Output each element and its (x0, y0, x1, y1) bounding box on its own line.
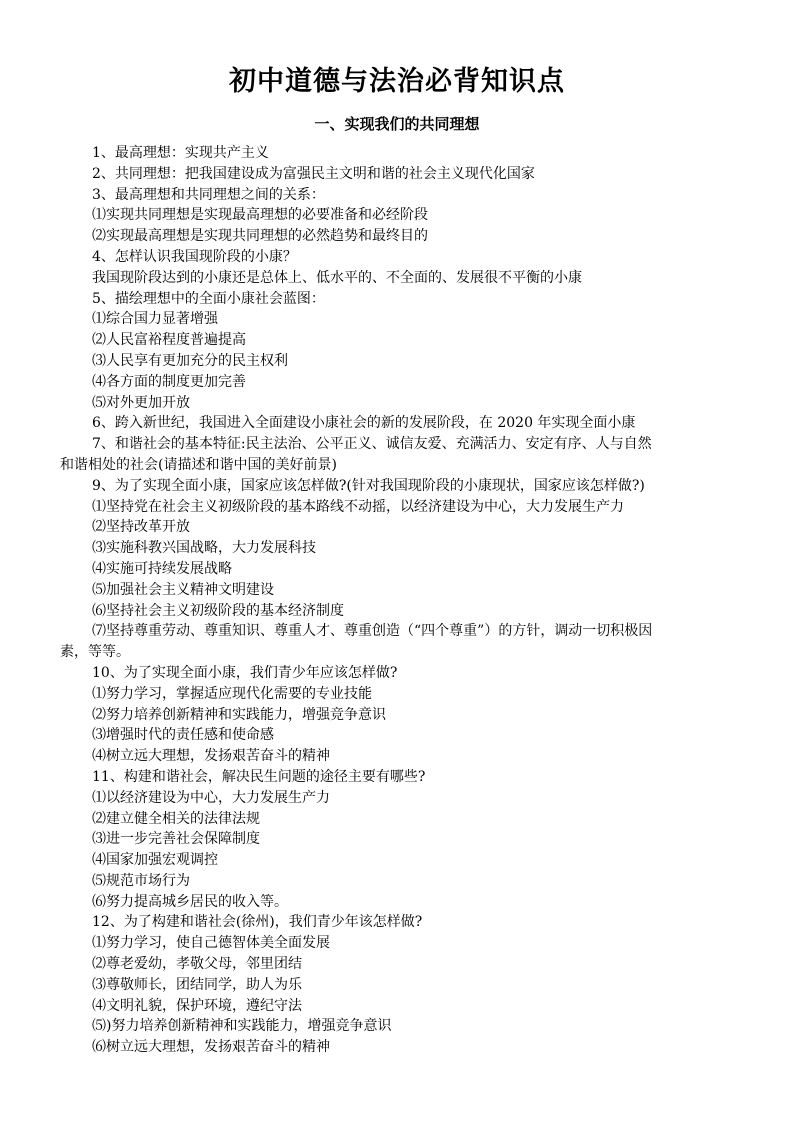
text-line: ⑴实现共同理想是实现最高理想的必要准备和必经阶段 (92, 207, 428, 224)
text-line: 10、为了实现全面小康，我们青少年应该怎样做? (92, 664, 398, 681)
text-line: ⑹树立远大理想，发扬艰苦奋斗的精神 (92, 1039, 330, 1056)
text-line: 素，等等。 (60, 644, 130, 661)
text-line: ⑵努力培养创新精神和实践能力，增强竞争意识 (92, 706, 386, 723)
text-line: 和谐相处的社会(请描述和谐中国的美好前景) (60, 456, 337, 473)
text-line: 12、为了构建和谐社会(徐州)，我们青少年该怎样做? (92, 914, 423, 931)
text-line: ⑶尊敬师长，团结同学，助人为乐 (92, 976, 302, 993)
text-line: 11、构建和谐社会，解决民生问题的途径主要有哪些? (92, 768, 426, 785)
text-line: 2、共同理想：把我国建设成为富强民主文明和谐的社会主义现代化国家 (92, 165, 535, 182)
text-line: ⑶人民享有更加充分的民主权利 (92, 352, 288, 369)
text-line: ⑴努力学习，使自己德智体美全面发展 (92, 935, 330, 952)
page-title: 初中道德与法治必背知识点 (229, 66, 565, 97)
text-line: 1、最高理想：实现共产主义 (92, 145, 269, 161)
text-line: ⑵建立健全相关的法律法规 (92, 810, 260, 827)
text-line: ⑶实施科教兴国战略，大力发展科技 (92, 540, 316, 557)
text-line: ⑹坚持社会主义初级阶段的基本经济制度 (92, 602, 344, 619)
text-line: 6、跨入新世纪，我国进入全面建设小康社会的新的发展阶段，在 2020 年实现全面小康 (92, 415, 636, 432)
text-line: ⑵坚持改革开放 (92, 519, 190, 536)
text-line: ⑴坚持党在社会主义初级阶段的基本路线不动摇，以经济建设为中心，大力发展生产力 (92, 498, 624, 515)
text-line: ⑴努力学习，掌握适应现代化需要的专业技能 (92, 685, 372, 702)
text-line: ⑴综合国力显著增强 (92, 311, 218, 328)
text-line: ⑵尊老爱幼，孝敬父母，邻里团结 (92, 956, 302, 973)
text-line: ⑷国家加强宏观调控 (92, 852, 218, 869)
text-line: ⑹努力提高城乡居民的收入等。 (92, 893, 288, 910)
text-line: ⑸加强社会主义精神文明建设 (92, 581, 274, 598)
text-line: ⑸规范市场行为 (92, 872, 190, 889)
text-line: ⑷树立远大理想，发扬艰苦奋斗的精神 (92, 748, 330, 765)
text-line: ⑷各方面的制度更加完善 (92, 373, 246, 390)
text-line: ⑸对外更加开放 (92, 394, 190, 411)
document-body (60, 143, 736, 1058)
text-line: 9、为了实现全面小康，国家应该怎样做?(针对我国现阶段的小康现状，国家应该怎样做?) (92, 477, 645, 494)
text-line: ⑴以经济建设为中心，大力发展生产力 (92, 789, 330, 806)
text-line: ⑶增强时代的责任感和使命感 (92, 727, 274, 744)
text-line: 5、描绘理想中的全面小康社会蓝图： (92, 290, 325, 307)
text-line: ⑵实现最高理想是实现共同理想的必然趋势和最终目的 (92, 228, 428, 245)
text-line: 7、和谐社会的基本特征:民主法治、公平正义、诚信友爱、充满活力、安定有序、人与自然 (92, 436, 652, 453)
text-line: ⑷文明礼貌，保护环境，遵纪守法 (92, 997, 302, 1014)
text-line: 3、最高理想和共同理想之间的关系： (92, 186, 325, 203)
section-title: 一、实现我们的共同理想 (314, 115, 480, 133)
text-line: 4、怎样认识我国现阶段的小康？ (92, 248, 297, 265)
text-line: ⑶进一步完善社会保障制度 (92, 831, 260, 848)
text-line: ⑷实施可持续发展战略 (92, 560, 232, 577)
text-line: ⑵人民富裕程度普遍提高 (92, 332, 246, 349)
text-line: ⑺坚持尊重劳动、尊重知识、尊重人才、尊重创造（“四个尊重”）的方针，调动一切积极因 (92, 623, 653, 640)
text-line: 我国现阶段达到的小康还是总体上、低水平的、不全面的、发展很不平衡的小康 (92, 269, 582, 286)
text-line: ⑸)努力培养创新精神和实践能力，增强竞争意识 (92, 1018, 392, 1035)
